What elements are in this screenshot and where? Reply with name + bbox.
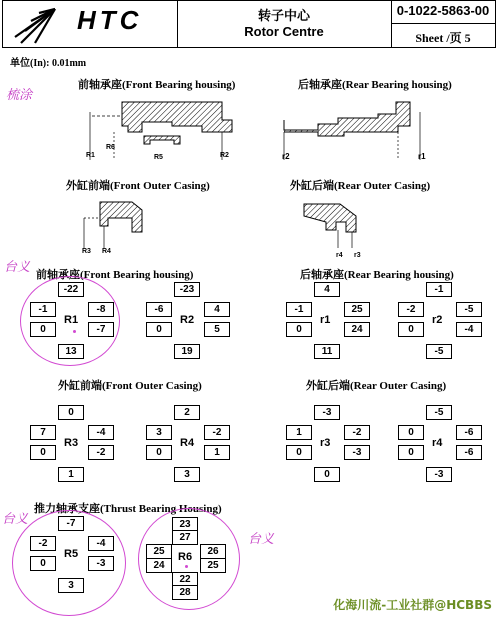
pink-circle-R5	[12, 510, 126, 616]
R2-ur-reading: 4	[204, 302, 230, 317]
handwritten-note-1: 梳涂	[6, 88, 33, 103]
r3-ur-reading: -2	[344, 425, 370, 440]
rear-bearing-diagram-title: 后轴承座(Rear Bearing housing)	[298, 79, 452, 91]
rear-bearing-section-title: 后轴承座(Rear Bearing housing)	[300, 269, 454, 281]
R6-right-2: 25	[200, 558, 226, 573]
r1-ur-reading: 25	[344, 302, 370, 317]
R5-lr-reading: -3	[88, 556, 114, 571]
r3-ll-reading: 0	[286, 445, 312, 460]
R5-top-reading: -7	[58, 516, 84, 531]
front-bearing-diagram-title: 前轴承座(Front Bearing housing)	[78, 79, 236, 91]
r2-lr-reading: -4	[456, 322, 482, 337]
front-bearing-section-title: 前轴承座(Front Bearing housing)	[36, 269, 194, 281]
label-r3: r3	[354, 252, 361, 259]
R2-ul-reading: -6	[146, 302, 172, 317]
R3-top-reading: 0	[58, 405, 84, 420]
rear-bearing-drawing	[278, 92, 438, 162]
r1-ul-reading: -1	[286, 302, 312, 317]
R4-label: R4	[180, 437, 195, 449]
label-r4: r4	[336, 252, 343, 259]
r3-lr-reading: -3	[344, 445, 370, 460]
R6-label: R6	[178, 551, 193, 563]
R1-ll-reading: 0	[30, 322, 56, 337]
R1-ul-reading: -1	[30, 302, 56, 317]
R1-bottom-reading: 13	[58, 344, 84, 359]
logo-text: HTC	[77, 5, 143, 35]
unit-label: 单位(In): 0.01mm	[10, 58, 87, 69]
title-en: Rotor Centre	[244, 24, 324, 39]
thrust-section-title: 推力轴承支座(Thrust Bearing Housing)	[34, 503, 222, 515]
title-cell	[177, 1, 392, 47]
R4-ul-reading: 3	[146, 425, 172, 440]
R4-lr-reading: 1	[204, 445, 230, 460]
label-R2: R2	[220, 152, 229, 159]
r2-label: r2	[432, 314, 443, 326]
R3-bottom-reading: 1	[58, 467, 84, 482]
handwritten-note-2: 台义	[4, 260, 31, 275]
r4-ur-reading: -6	[456, 425, 482, 440]
R1-ur-reading: -8	[88, 302, 114, 317]
header-divider	[391, 23, 495, 24]
r2-top-reading: -1	[426, 282, 452, 297]
R6-bottom-2: 28	[172, 585, 198, 600]
r1-top-reading: 4	[314, 282, 340, 297]
r4-ul-reading: 0	[398, 425, 424, 440]
r4-lr-reading: -6	[456, 445, 482, 460]
pink-circle-R6	[138, 508, 240, 610]
watermark: 化海川流-工业社群@HCBBS	[333, 598, 492, 612]
r1-ll-reading: 0	[286, 322, 312, 337]
r3-bottom-reading: 0	[314, 467, 340, 482]
pink-dot-R1	[73, 330, 76, 333]
R1-lr-reading: -7	[88, 322, 114, 337]
R3-ul-reading: 7	[30, 425, 56, 440]
r4-ll-reading: 0	[398, 445, 424, 460]
rear-outer-section-title: 外缸后端(Rear Outer Casing)	[306, 380, 447, 392]
r3-label: r3	[320, 437, 331, 449]
r1-lr-reading: 24	[344, 322, 370, 337]
R4-ur-reading: -2	[204, 425, 230, 440]
r2-bottom-reading: -5	[426, 344, 452, 359]
r2-ll-reading: 0	[398, 322, 424, 337]
label-R4: R4	[102, 248, 111, 255]
R5-ur-reading: -4	[88, 536, 114, 551]
R2-label: R2	[180, 314, 195, 326]
r3-ul-reading: 1	[286, 425, 312, 440]
R5-bottom-reading: 3	[58, 578, 84, 593]
label-R1: R1	[86, 152, 95, 159]
R6-left-1: 25	[146, 544, 172, 559]
front-bearing-drawing	[82, 92, 242, 162]
R6-top-2: 27	[172, 530, 198, 545]
label-R3: R3	[82, 248, 91, 255]
r4-bottom-reading: -3	[426, 467, 452, 482]
R4-top-reading: 2	[174, 405, 200, 420]
front-outer-diagram-title: 外缸前端(Front Outer Casing)	[66, 180, 210, 192]
R5-ul-reading: -2	[30, 536, 56, 551]
R4-ll-reading: 0	[146, 445, 172, 460]
R6-left-2: 24	[146, 558, 172, 573]
R1-label: R1	[64, 314, 79, 326]
R5-ll-reading: 0	[30, 556, 56, 571]
pink-circle-R1	[20, 276, 120, 366]
header	[2, 0, 496, 48]
front-outer-section-title: 外缸前端(Front Outer Casing)	[58, 380, 202, 392]
pink-dot-R6	[185, 565, 188, 568]
label-R6: R6	[106, 144, 115, 151]
R6-bottom-1: 22	[172, 572, 198, 587]
r2-ur-reading: -5	[456, 302, 482, 317]
front-outer-drawing	[78, 192, 158, 252]
r1-label: r1	[320, 314, 331, 326]
rear-outer-drawing	[296, 192, 376, 252]
R5-label: R5	[64, 548, 79, 560]
logo-fan-icon	[11, 3, 71, 47]
R6-right-1: 26	[200, 544, 226, 559]
logo-cell	[3, 1, 178, 47]
R3-ll-reading: 0	[30, 445, 56, 460]
R3-ur-reading: -4	[88, 425, 114, 440]
R2-ll-reading: 0	[146, 322, 172, 337]
r4-label: r4	[432, 437, 443, 449]
R2-top-reading: -23	[174, 282, 200, 297]
rear-outer-diagram-title: 外缸后端(Rear Outer Casing)	[290, 180, 431, 192]
R2-lr-reading: 5	[204, 322, 230, 337]
R1-top-reading: -22	[58, 282, 84, 297]
r3-top-reading: -3	[314, 405, 340, 420]
r1-bottom-reading: 11	[314, 344, 340, 359]
label-r1: r1	[418, 152, 426, 161]
label-r2: r2	[282, 152, 290, 161]
r2-ul-reading: -2	[398, 302, 424, 317]
R2-bottom-reading: 19	[174, 344, 200, 359]
R3-label: R3	[64, 437, 79, 449]
label-R5: R5	[154, 154, 163, 161]
R3-lr-reading: -2	[88, 445, 114, 460]
handwritten-note-4: 台义	[248, 532, 275, 547]
R4-bottom-reading: 3	[174, 467, 200, 482]
handwritten-note-3: 台义	[2, 512, 29, 527]
sheet-number: Sheet /页 5	[415, 31, 471, 45]
title-cn: 转子中心	[257, 8, 310, 23]
R6-top-1: 23	[172, 517, 198, 532]
r4-top-reading: -5	[426, 405, 452, 420]
document-number: 0-1022-5863-00	[396, 3, 490, 18]
doc-cell	[391, 1, 495, 47]
